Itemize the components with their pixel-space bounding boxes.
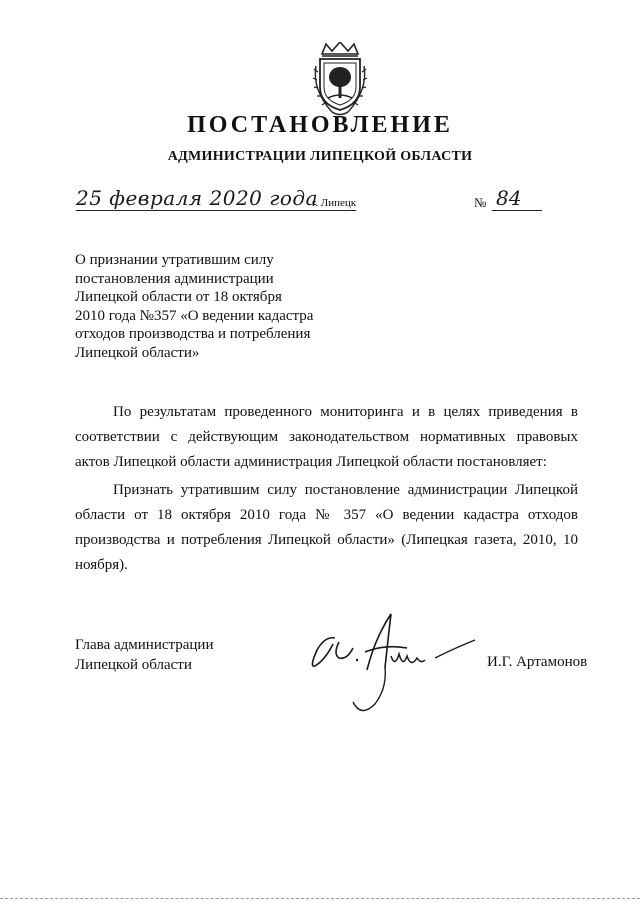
document-subtitle: АДМИНИСТРАЦИИ ЛИПЕЦКОЙ ОБЛАСТИ — [167, 149, 473, 164]
document-number — [474, 188, 544, 214]
handwritten-date: 25 февраля 2020 года — [76, 186, 319, 210]
signatory-name: И.Г. Артамонов — [487, 654, 588, 670]
city-label: г. Липецк — [312, 197, 357, 209]
handwritten-number: 84 — [496, 186, 522, 210]
document-title: ПОСТАНОВЛЕНИЕ — [187, 112, 453, 138]
signatory-position-line: Глава администрации — [75, 637, 214, 653]
lipetsk-coat-of-arms-icon — [310, 42, 370, 118]
signatory-position — [75, 635, 213, 675]
heading-line: постановления администрации — [75, 270, 274, 287]
page-edge-divider — [0, 898, 640, 899]
heading-line: О признании утратившим силу — [75, 252, 274, 268]
number-label: № — [474, 195, 487, 210]
heading-line: 2010 года №357 «О ведении кадастра — [75, 307, 314, 324]
handwritten-signature — [295, 608, 485, 718]
signatory-position-line: Липецкой области — [75, 657, 192, 673]
date-underline — [76, 210, 356, 211]
heading-line: Липецкой области от 18 октября — [75, 289, 282, 305]
document-heading — [75, 251, 355, 362]
heading-line: Липецкой области» — [75, 344, 200, 361]
number-underline — [492, 210, 542, 211]
body-paragraph-1: По результатам проведенного мониторинга и в целях приведения в соответствии с действующим законодательством нормативных правовых актов Липецкой области администрация Липецкой области постановляет: — [75, 404, 578, 470]
body-paragraph-2: Признать утратившим силу постановление администрации Липецкой области от 18 октября 2010 года № 357 «О ведении кадастра отходов производства и потребления Липецкой области» (Липецкая газета, 2010, 10 ноября). — [75, 482, 578, 573]
heading-line: отходов производства и потребления — [75, 326, 311, 342]
